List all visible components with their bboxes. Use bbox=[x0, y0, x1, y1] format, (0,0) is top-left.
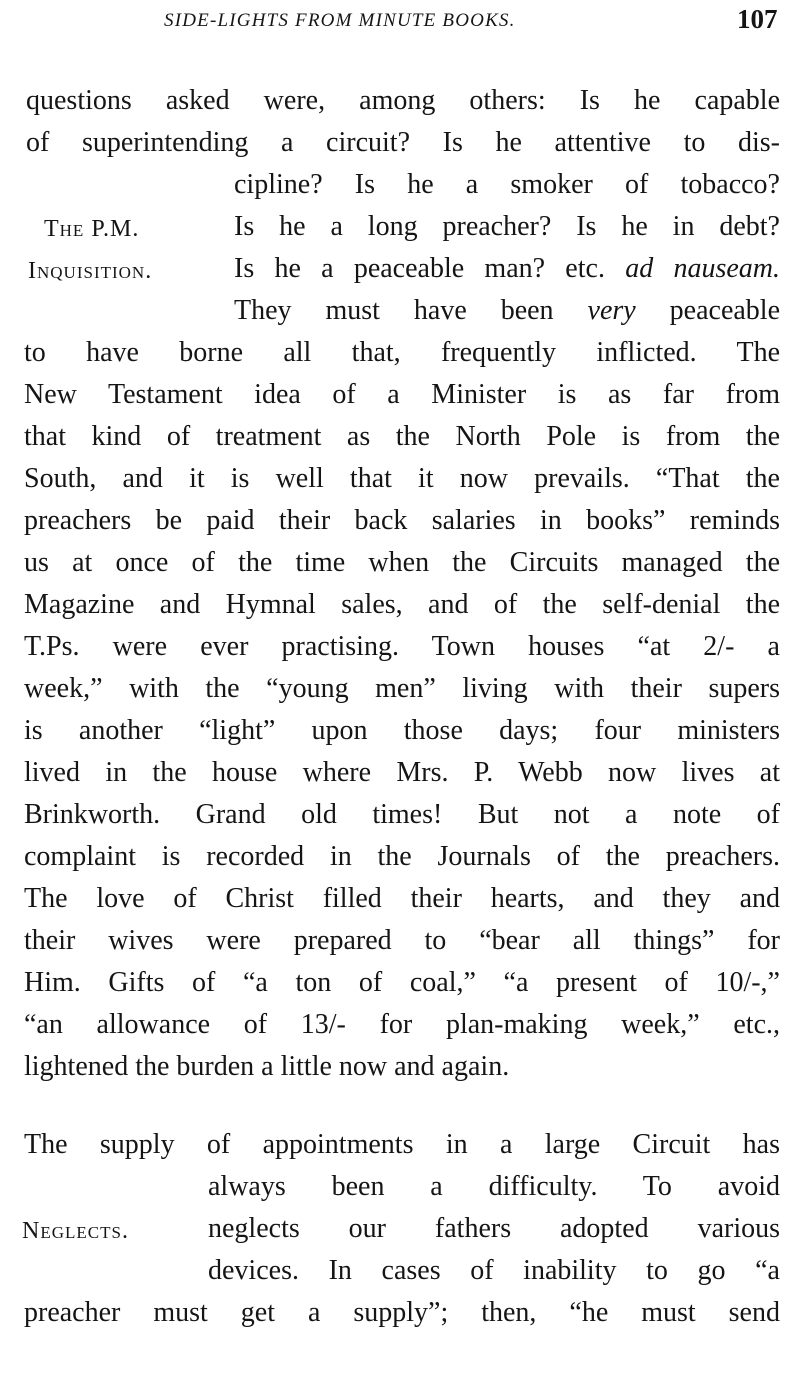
text-line: that kind of treatment as the North Pole is from the bbox=[24, 421, 780, 452]
page-number: 107 bbox=[737, 4, 778, 34]
text-line: us at once of the time when the Circuits managed the bbox=[24, 547, 780, 578]
text-line: questions asked were, among others: Is he capable bbox=[26, 85, 780, 116]
text-line: devices. In cases of inability to go “a bbox=[208, 1255, 780, 1286]
text-line: Brinkworth. Grand old times! But not a note of bbox=[24, 799, 780, 830]
text-line: neglects our fathers adopted various bbox=[208, 1213, 780, 1244]
text-line: New Testament idea of a Minister is as far from bbox=[24, 379, 780, 410]
page-header bbox=[0, 4, 800, 44]
text-line: is another “light” upon those days; four ministers bbox=[24, 715, 780, 746]
italic-word: very bbox=[587, 295, 636, 326]
text-span: Is he a peaceable man? etc. bbox=[234, 253, 605, 284]
running-head: SIDE-LIGHTS FROM MINUTE BOOKS. bbox=[164, 10, 516, 31]
text-line: Him. Gifts of “a ton of coal,” “a present of 10/-,” bbox=[24, 967, 780, 998]
text-line: South, and it is well that it now prevails. “That the bbox=[24, 463, 780, 494]
text-span: peaceable bbox=[669, 295, 781, 326]
text-line: of superintending a circuit? Is he attentive to dis- bbox=[26, 127, 780, 158]
italic-phrase: ad nauseam. bbox=[625, 253, 780, 284]
sidenote-neglects: Neglects. bbox=[22, 1218, 129, 1244]
text-line bbox=[234, 294, 780, 328]
text-line: complaint is recorded in the Journals of the preachers. bbox=[24, 841, 780, 872]
text-line: T.Ps. were ever practising. Town houses “at 2/- a bbox=[24, 631, 780, 662]
text-line: lived in the house where Mrs. P. Webb now lives at bbox=[24, 757, 780, 788]
text-line: week,” with the “young men” living with their supers bbox=[24, 673, 780, 704]
text-line: Magazine and Hymnal sales, and of the self-denial the bbox=[24, 589, 780, 620]
sidenote-pm: The P.M. bbox=[44, 216, 140, 242]
text-line: The supply of appointments in a large Circuit has bbox=[24, 1129, 780, 1160]
text-line: cipline? Is he a smoker of tobacco? bbox=[234, 169, 780, 200]
text-span: They must have been bbox=[234, 295, 554, 326]
text-line: preachers be paid their back salaries in books” reminds bbox=[24, 505, 780, 536]
text-line: always been a difficulty. To avoid bbox=[208, 1171, 780, 1202]
text-line: to have borne all that, frequently inflicted. The bbox=[24, 337, 780, 368]
text-line: preacher must get a supply”; then, “he must send bbox=[24, 1297, 780, 1328]
text-line: The love of Christ filled their hearts, and they and bbox=[24, 883, 780, 914]
text-line bbox=[234, 252, 780, 286]
text-line: their wives were prepared to “bear all things” for bbox=[24, 925, 780, 956]
text-line: “an allowance of 13/- for plan-making week,” etc., bbox=[24, 1009, 780, 1040]
text-line: Is he a long preacher? Is he in debt? bbox=[234, 211, 780, 242]
text-line: lightened the burden a little now and again. bbox=[24, 1051, 510, 1082]
sidenote-inquisition: Inquisition. bbox=[28, 258, 153, 284]
